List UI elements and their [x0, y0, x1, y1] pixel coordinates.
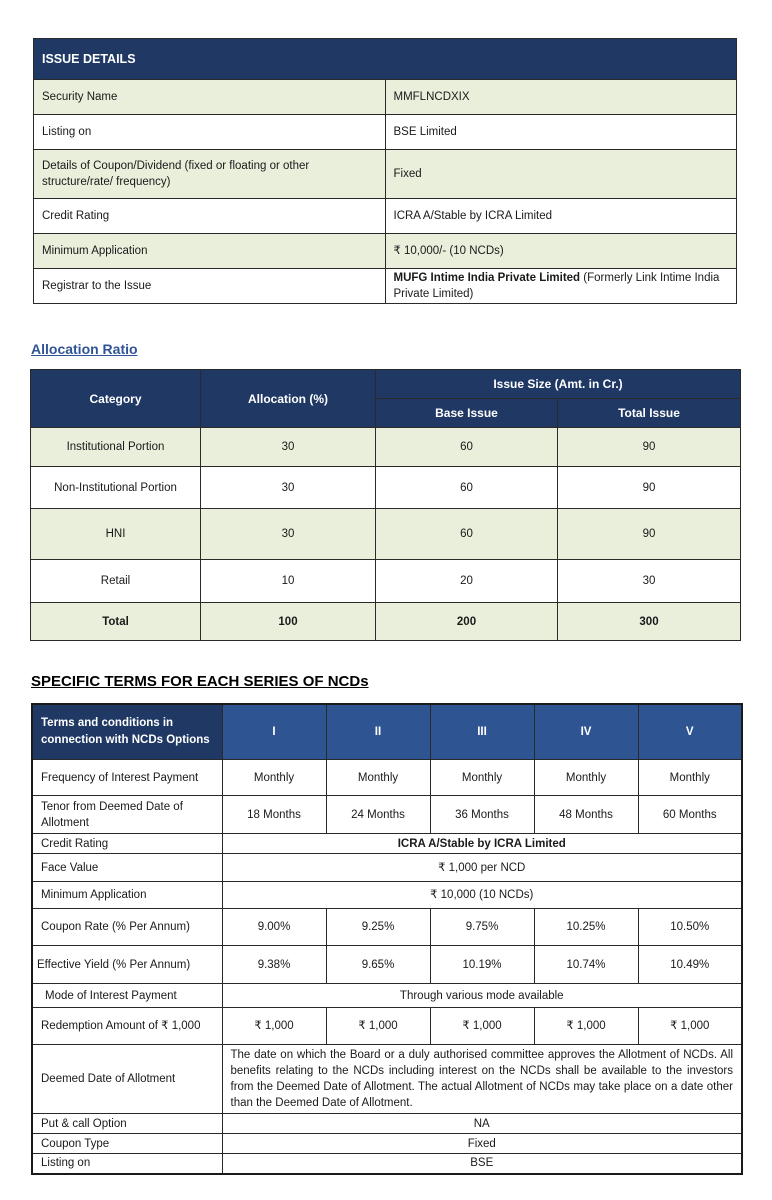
row-label: Face Value — [32, 854, 222, 882]
row-label: Coupon Rate (% Per Annum) — [32, 909, 222, 946]
table-row — [32, 1045, 742, 1114]
row-label: Minimum Application — [32, 882, 222, 909]
cell-value: 10.25% — [534, 909, 638, 946]
series-header: V — [638, 704, 742, 760]
cell-value: ICRA A/Stable by ICRA Limited — [222, 834, 742, 854]
table-row — [32, 1008, 742, 1045]
table-row — [32, 760, 742, 796]
row-label: Deemed Date of Allotment — [32, 1045, 222, 1114]
cell-value: Monthly — [430, 760, 534, 796]
row-label: Credit Rating — [32, 834, 222, 854]
row-value: ₹ 10,000/- (10 NCDs) — [385, 234, 737, 269]
row-value: Fixed — [385, 150, 737, 199]
row-label: Details of Coupon/Dividend (fixed or floating or other structure/rate/ frequency) — [34, 150, 386, 199]
table-row — [31, 509, 741, 560]
table-row — [32, 834, 742, 854]
row-label: Listing on — [32, 1154, 222, 1174]
col-header-category: Category — [31, 370, 201, 428]
row-value: BSE Limited — [385, 115, 737, 150]
terms-header-label: Terms and conditions in connection with NCDs Options — [32, 704, 222, 760]
allocation-heading: Allocation Ratio — [31, 341, 138, 357]
cell-value: ₹ 1,000 — [534, 1008, 638, 1045]
cell-allocation: 100 — [201, 603, 376, 641]
cell-value: ₹ 1,000 — [430, 1008, 534, 1045]
series-header: II — [326, 704, 430, 760]
table-row — [32, 882, 742, 909]
table-row — [32, 984, 742, 1008]
row-label: Effective Yield (% Per Annum) — [32, 946, 222, 984]
row-label: Tenor from Deemed Date of Allotment — [32, 796, 222, 834]
cell-value: 10.19% — [430, 946, 534, 984]
table-row — [34, 115, 737, 150]
cell-value: 10.49% — [638, 946, 742, 984]
cell-value: The date on which the Board or a duly authorised committee approves the Allotment of NCDs. All benefits relating to the NCDs including interest on the NCDs shall be available to the investors from the Deemed Date of Allotment. The actual Allotment of NCDs may take place on a date other than the Deemed Date of Allotment. — [222, 1045, 742, 1114]
cell-base: 200 — [376, 603, 558, 641]
row-label: Frequency of Interest Payment — [32, 760, 222, 796]
cell-value: Monthly — [534, 760, 638, 796]
cell-value: Through various mode available — [222, 984, 742, 1008]
cell-value: ₹ 1,000 — [638, 1008, 742, 1045]
cell-category: Total — [31, 603, 201, 641]
col-header-allocation: Allocation (%) — [201, 370, 376, 428]
table-row — [32, 796, 742, 834]
series-header: IV — [534, 704, 638, 760]
table-row-total — [31, 603, 741, 641]
cell-value: ₹ 10,000 (10 NCDs) — [222, 882, 742, 909]
cell-value: 9.65% — [326, 946, 430, 984]
cell-base: 60 — [376, 467, 558, 509]
cell-value: Fixed — [222, 1134, 742, 1154]
cell-total: 300 — [558, 603, 741, 641]
table-row — [31, 560, 741, 603]
cell-category: Retail — [31, 560, 201, 603]
col-header-base-issue: Base Issue — [376, 399, 558, 428]
cell-value: 10.74% — [534, 946, 638, 984]
cell-value: 9.00% — [222, 909, 326, 946]
registrar-note: (Formerly Link Intime India Private Limited) — [393, 272, 720, 300]
cell-allocation: 30 — [201, 428, 376, 467]
cell-base: 20 — [376, 560, 558, 603]
cell-base: 60 — [376, 509, 558, 560]
table-row — [34, 199, 737, 234]
row-label: Put & call Option — [32, 1114, 222, 1134]
row-label: Security Name — [34, 80, 386, 115]
cell-value: ₹ 1,000 per NCD — [222, 854, 742, 882]
cell-value: 9.25% — [326, 909, 430, 946]
col-header-issue-size: Issue Size (Amt. in Cr.) — [376, 370, 741, 399]
cell-value: Monthly — [222, 760, 326, 796]
cell-value: ₹ 1,000 — [326, 1008, 430, 1045]
cell-allocation: 30 — [201, 467, 376, 509]
series-header: III — [430, 704, 534, 760]
row-value — [385, 269, 737, 304]
row-label: Listing on — [34, 115, 386, 150]
cell-total: 90 — [558, 428, 741, 467]
row-label: Credit Rating — [34, 199, 386, 234]
table-row — [31, 428, 741, 467]
registrar-name: MUFG Intime India Private Limited — [393, 272, 581, 284]
cell-value: 48 Months — [534, 796, 638, 834]
table-row — [34, 150, 737, 199]
cell-value: ₹ 1,000 — [222, 1008, 326, 1045]
cell-total: 90 — [558, 509, 741, 560]
issue-details-title: ISSUE DETAILS — [34, 39, 737, 80]
cell-value: Monthly — [326, 760, 430, 796]
cell-value: 18 Months — [222, 796, 326, 834]
cell-value: BSE — [222, 1154, 742, 1174]
cell-category: HNI — [31, 509, 201, 560]
row-label: Registrar to the Issue — [34, 269, 386, 304]
table-row — [32, 909, 742, 946]
row-label: Minimum Application — [34, 234, 386, 269]
table-row — [32, 854, 742, 882]
cell-value: 9.38% — [222, 946, 326, 984]
terms-table — [31, 703, 743, 1175]
row-label: Coupon Type — [32, 1134, 222, 1154]
cell-category: Institutional Portion — [31, 428, 201, 467]
cell-value: 10.50% — [638, 909, 742, 946]
cell-value: 9.75% — [430, 909, 534, 946]
table-row — [34, 234, 737, 269]
table-row — [31, 467, 741, 509]
row-label: Mode of Interest Payment — [32, 984, 222, 1008]
table-row — [32, 1114, 742, 1134]
row-value: ICRA A/Stable by ICRA Limited — [385, 199, 737, 234]
series-header: I — [222, 704, 326, 760]
issue-details-table — [33, 38, 737, 304]
cell-value: 24 Months — [326, 796, 430, 834]
terms-heading: SPECIFIC TERMS FOR EACH SERIES OF NCDs — [31, 673, 369, 690]
table-row — [32, 946, 742, 984]
row-label: Redemption Amount of ₹ 1,000 — [32, 1008, 222, 1045]
cell-base: 60 — [376, 428, 558, 467]
cell-allocation: 10 — [201, 560, 376, 603]
cell-value: 36 Months — [430, 796, 534, 834]
cell-value: NA — [222, 1114, 742, 1134]
table-row — [32, 1154, 742, 1174]
cell-allocation: 30 — [201, 509, 376, 560]
col-header-total-issue: Total Issue — [558, 399, 741, 428]
cell-value: Monthly — [638, 760, 742, 796]
cell-total: 90 — [558, 467, 741, 509]
cell-category: Non-Institutional Portion — [31, 467, 201, 509]
table-row — [34, 80, 737, 115]
allocation-table — [30, 369, 741, 641]
cell-value: 60 Months — [638, 796, 742, 834]
cell-total: 30 — [558, 560, 741, 603]
table-row — [34, 269, 737, 304]
table-row — [32, 1134, 742, 1154]
row-value: MMFLNCDXIX — [385, 80, 737, 115]
